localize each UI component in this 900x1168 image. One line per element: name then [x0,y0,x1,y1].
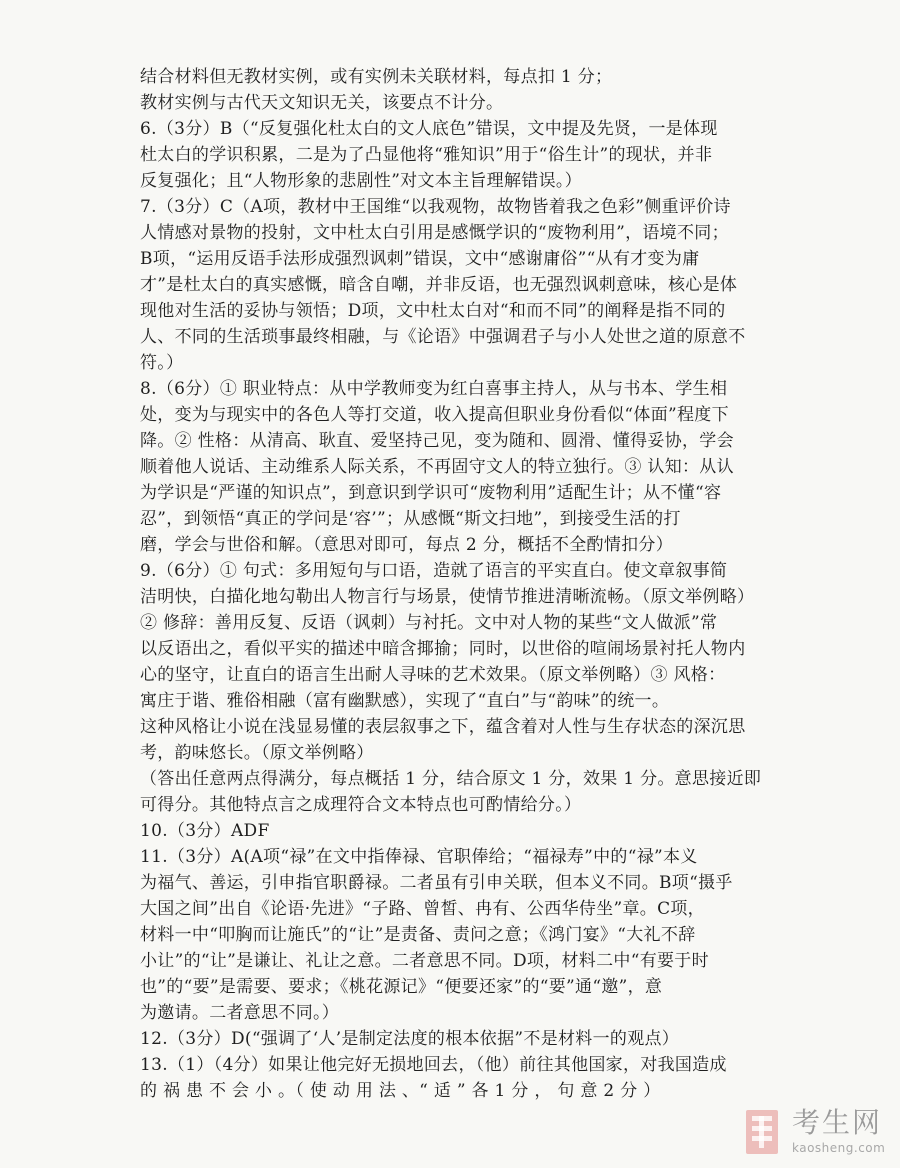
text-line: 8.（6分）① 职业特点：从中学教师变为红白喜事主持人，从与书本、学生相 [140,379,728,399]
text-line: 的 祸 患 不 会 小 。（ 使 动 用 法 、“ 适 ” 各 1 分 ， 句 意 2 分 ） [140,1081,661,1101]
watermark-name: 考生网 [792,1106,883,1139]
text-line: 这种风格让小说在浅显易懂的表层叙事之下，蕴含着对人性与生存状态的深沉思 [140,717,746,737]
text-line: 13.（1）（4分）如果让他完好无损地回去，（他）前往其他国家，对我国造成 [140,1055,727,1075]
text-line: 为福气、善运，引申指官职爵禄。二者虽有引申关联，但本义不同。B项“摄乎 [140,873,733,893]
kaosheng-logo-icon [742,1108,782,1156]
text-line: 反复强化；且“人物形象的悲剧性”对文本主旨理解错误。） [140,171,582,191]
text-line: 6.（3分）B（“反复强化杜太白的文人底色”错误，文中提及先贤，一是体现 [140,119,718,139]
text-line: 杜太白的学识积累，二是为了凸显他将“雅知识”用于“俗生计”的现状，并非 [140,145,713,165]
text-line: 以反语出之，看似平实的描述中暗含揶揄；同时，以世俗的喧闹场景衬托人物内 [140,639,746,659]
text-line: （答出任意两点得满分，每点概括 1 分，结合原文 1 分，效果 1 分。意思接近即 [140,769,762,789]
text-line: 小让”的“让”是谦让、礼让之意。二者意思不同。D项，材料二中“有要于时 [140,951,709,971]
text-line: 结合材料但无教材实例，或有实例未关联材料，每点扣 1 分； [140,67,613,87]
text-line: 教材实例与古代天文知识无关，该要点不计分。 [140,93,504,113]
text-line: 人情感对景物的投射，文中杜太白引用是感慨学识的“废物利用”，语境不同； [140,223,729,243]
text-line: 为邀请。二者意思不同。） [140,1003,340,1023]
text-line: 人、不同的生活琐事最终相融，与《论语》中强调君子与小人处世之道的原意不 [140,327,746,347]
watermark-url: kaosheng.com [792,1141,886,1155]
text-line: 顺着他人说话、主动维系人际关系，不再固守文人的特立独行。③ 认知：从认 [140,457,734,477]
text-line: 10.（3分）ADF [140,821,270,841]
text-line: 7.（3分）C（A项，教材中王国维“以我观物，故物皆着我之色彩”侧重评价诗 [140,197,731,217]
text-line: 降。② 性格：从清高、耿直、爱坚持己见，变为随和、圆滑、懂得妥协，学会 [140,431,734,451]
text-line: B项，“运用反语手法形成强烈讽刺”错误，文中“感谢庸俗”“从有才变为庸 [140,249,700,269]
text-line: 11.（3分）A(A项“禄”在文中指俸禄、官职俸给；“福禄寿”中的“禄”本义 [140,847,698,867]
text-line: 洁明快，白描化地勾勒出人物言行与场景，使情节推进清晰流畅。（原文举例略） [140,587,755,607]
text-line: 也”的“要”是需要、要求；《桃花源记》“便要还家”的“要”通“邀”，意 [140,977,663,997]
text-line: 才”是杜太白的真实感慨，暗含自嘲，并非反语，也无强烈讽刺意味，核心是体 [140,275,738,295]
text-line: 9.（6分）① 句式：多用短句与口语，造就了语言的平实直白。使文章叙事简 [140,561,728,581]
answer-key-text [140,64,780,1104]
text-line: 心的坚守，让直白的语言生出耐人寻味的艺术效果。（原文举例略）③ 风格： [140,665,726,685]
text-line: 寓庄于谐、雅俗相融（富有幽默感），实现了“直白”与“韵味”的统一。 [140,691,670,711]
text-line: 可得分。其他特点言之成理符合文本特点也可酌情给分。） [140,795,582,815]
text-line: 现他对生活的妥协与领悟；D项，文中杜太白对“和而不同”的阐释是指不同的 [140,301,726,321]
text-line: 符。） [140,353,184,373]
text-line: 考，韵味悠长。（原文举例略） [140,743,374,763]
text-line: 12.（3分）D(“强调了‘人’是制定法度的根本依据”不是材料一的观点） [140,1029,680,1049]
text-line: ② 修辞：善用反复、反语（讽刺）与衬托。文中对人物的某些“文人做派”常 [140,613,718,633]
text-line: 材料一中“叩胸而让施氏”的“让”是责备、责问之意；《鸿门宴》“大礼不辞 [140,925,696,945]
watermark-logo [736,1104,896,1162]
text-line: 大国之间”出自《论语·先进》“子路、曾皙、冉有、公西华侍坐”章。C项， [140,899,705,919]
text-line: 为学识是“严谨的知识点”，到意识到学识可“废物利用”适配生计；从不懂“容 [140,483,722,503]
text-line: 磨，学会与世俗和解。（意思对即可，每点 2 分，概括不全酌情扣分） [140,535,674,555]
text-line: 处，变为与现实中的各色人等打交道，收入提高但职业身份看似“体面”程度下 [140,405,729,425]
text-line: 忍”，到领悟“真正的学问是‘容’”；从感慨“斯文扫地”，到接受生活的打 [140,509,681,529]
